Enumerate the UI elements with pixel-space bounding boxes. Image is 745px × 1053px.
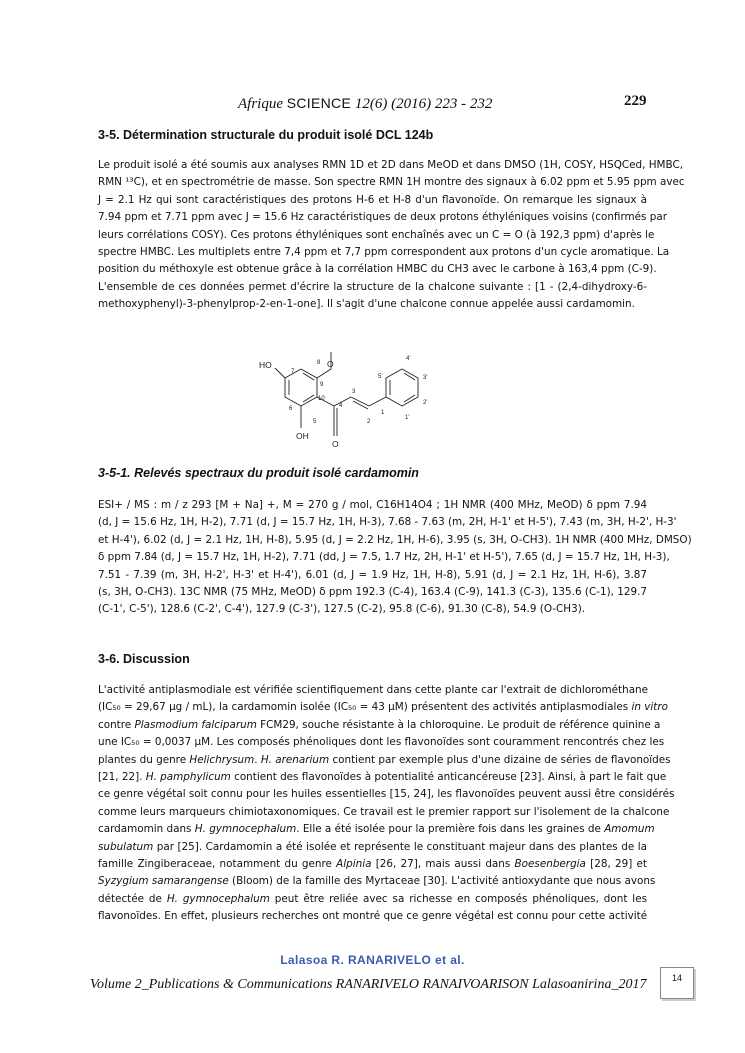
text-line: (IC₅₀ = 29,67 µg / mL), la cardamomin isolée (IC₅₀ = 43 µM) présentent des activités antiplasmodiales in vitro: [98, 701, 668, 714]
ring-a: [285, 369, 317, 406]
label-oh: OH: [296, 431, 309, 441]
footer-text: Volume 2_Publications & Communications RANARIVELO RANAIVOARISON Lalasoanirina_2017: [90, 977, 647, 992]
text-line: plantes du genre Helichrysum. H. arenarium contient par exemple plus d'une dizaine de séries de flavonoïdes: [98, 753, 671, 766]
text-line: J = 2.1 Hz qui sont caractéristiques des protons H-6 et H-8 d'un flavonoïde. On remarque les signaux à: [98, 193, 647, 206]
paragraph-3-5: [98, 157, 685, 314]
label-p3: 3': [423, 375, 428, 381]
text-line: Le produit isolé a été soumis aux analyses RMN 1D et 2D dans MeOD et dans DMSO (1H, COSY, HSQCed, HMBC,: [98, 159, 684, 171]
label-ho: HO: [259, 360, 272, 370]
section-title-3-6: 3-6. Discussion: [98, 652, 190, 666]
label-p4: 4': [406, 356, 411, 362]
text-line: contre Plasmodium falciparum FCM29, souche résistante à la chloroquine. Le produit de référence quinine a: [98, 718, 661, 731]
label-p5: 5': [378, 374, 383, 380]
journal-name: Afrique: [238, 96, 283, 112]
text-line: 7.94 ppm et 7.71 ppm avec J = 15.6 Hz caractéristiques de deux protons éthyléniques voisins (confirmés par: [98, 211, 668, 224]
text-line: ce genre végétal soit connu pour les huiles essentielles [15, 24], les flavonoïdes peuvent aussi être considérés: [98, 788, 675, 801]
text-line: (s, 3H, O-CH3). 13C NMR (75 MHz, MeOD) δ ppm 192.3 (C-4), 163.4 (C-9), 141.3 (C-3), 135.6 (C-1), 129.7: [98, 586, 647, 599]
text-line: position du méthoxyle est obtenue grâce à la corrélation HMBC du CH3 avec le carbone à 163,4 ppm (C-9).: [98, 263, 657, 276]
label-p2: 2': [423, 400, 428, 406]
text-line: L'ensemble de ces données permet d'écrire la structure de la chalcone suivante : [1 - (2,4-dihydroxy-6-: [98, 280, 647, 293]
text-line: Syzygium samarangense (Bloom) de la famille des Myrtaceae [30]. L'activité antioxydante que nous avons: [98, 875, 656, 888]
label-c9: 9: [320, 382, 324, 388]
journal-issue: 12(6) (2016) 223 - 232: [354, 96, 493, 112]
page-number: 229: [624, 93, 647, 109]
author-line: Lalasoa R. RANARIVELO et al.: [280, 953, 465, 967]
text-line: comme leurs marqueurs chimiotaxonomiques. Ce travail est le premier rapport sur l'isolement de la chalcone: [98, 805, 670, 818]
label-p1: 1': [405, 415, 410, 421]
paragraph-3-5-1: [98, 497, 692, 619]
label-c1: 1: [381, 410, 385, 416]
label-c2: 2: [367, 419, 371, 425]
label-c4: 4: [339, 403, 343, 409]
text-line: leurs corrélations COSY). Ces protons éthyléniques sont enchaînés avec un C = O (à 192,3 ppm) d'après le: [98, 228, 655, 241]
text-line: une IC₅₀ = 0,0037 µM. Les composés phénoliques dont les flavonoïdes sont couramment rencontrés chez les: [98, 736, 665, 749]
text-line: détectée de H. gymnocephalum peut être reliée avec sa richesse en composés phénoliques, dont les: [98, 892, 647, 905]
label-c10: 10: [318, 396, 325, 402]
text-line: subulatum par [25]. Cardamomin a été isolée et représente le constituant majeur dans des plantes de la: [98, 840, 647, 853]
text-line: RMN ¹³C), et en spectrométrie de masse. Son spectre RMN 1H montre des signaux à 6.02 ppm et 5.95 ppm avec: [98, 176, 685, 189]
label-c6: 6: [289, 406, 293, 412]
label-methoxy-o: O: [327, 359, 334, 369]
chemical-structure: [255, 352, 505, 450]
text-line: L'activité antiplasmodiale est vérifiée scientifiquement dans cette plante car l'extrait de dichlorométhane: [98, 684, 649, 696]
text-line: flavonoïdes. En effet, plusieurs recherches ont montré que ce genre végétal est connu pour cette activité: [98, 910, 648, 923]
ring-b: [386, 369, 418, 406]
text-line: [21, 22]. H. pamphylicum contient des flavonoïdes à potentialité anticancéreuse [23]. Ainsi, à part le fait que: [98, 771, 667, 784]
section-title-3-5: 3-5. Détermination structurale du produit isolé DCL 124b: [98, 128, 434, 142]
footer-page-box: 14: [660, 967, 694, 999]
section-title-3-5-1: 3-5-1. Relevés spectraux du produit isolé cardamomin: [98, 466, 419, 480]
text-line: 7.51 - 7.39 (m, 3H, H-2', H-3' et H-4'), 6.01 (d, J = 1.9 Hz, 1H, H-8), 5.91 (d, J = 2.1 Hz, 1H, H-6), 3.87: [98, 568, 647, 581]
text-line: (d, J = 15.6 Hz, 1H, H-2), 7.71 (d, J = 15.7 Hz, 1H, H-3), 7.68 - 7.63 (m, 2H, H-1' et H-5'), 7.43 (m, 3H, H-2', H-3': [98, 516, 677, 529]
running-header: [238, 95, 492, 113]
text-line: (C-1', C-5'), 128.6 (C-2', C-4'), 127.9 (C-3'), 127.5 (C-2), 95.8 (C-6), 91.30 (C-8), 54.9 (O-CH3).: [98, 603, 586, 616]
text-line: cardamomin dans H. gymnocephalum. Elle a été isolée pour la première fois dans les graines de Amomum: [98, 823, 655, 836]
text-line: et H-4'), 6.02 (d, J = 2.1 Hz, 1H, H-8), 5.95 (d, J = 2.2 Hz, 1H, H-6), 3.95 (s, 3H, O-CH3). 1H NMR (400 MHz, DMSO): [98, 533, 692, 546]
journal-science: SCIENCE: [286, 95, 352, 111]
text-line: spectre HMBC. Les multiplets entre 7,4 ppm et 7,7 ppm correspondent aux protons d'un cycle aromatique. La: [98, 246, 670, 259]
label-c7: 7: [291, 369, 295, 375]
label-carbonyl-o: O: [332, 439, 339, 449]
label-c3: 3: [352, 389, 356, 395]
text-line: famille Zingiberaceae, notamment du genre Alpinia [26, 27], mais aussi dans Boesenbergia [28, 29] et: [98, 858, 647, 871]
paragraph-3-6: [98, 682, 675, 926]
text-line: δ ppm 7.84 (d, J = 15.7 Hz, 1H, H-2), 7.71 (dd, J = 7.5, 1.7 Hz, 2H, H-1' et H-5'), 7.65 (d, J = 15.7 Hz, 1H, H-3),: [98, 551, 670, 564]
text-line: ESI+ / MS : m / z 293 [M + Na] +, M = 270 g / mol, C16H14O4 ; 1H NMR (400 MHz, MeOD) δ ppm 7.94: [98, 499, 647, 511]
label-c5: 5: [313, 419, 317, 425]
label-c8: 8: [317, 360, 321, 366]
text-line: methoxyphenyl)-3-phenylprop-2-en-1-one]. Il s'agit d'une chalcone connue appelée aussi cardamomin.: [98, 298, 635, 311]
